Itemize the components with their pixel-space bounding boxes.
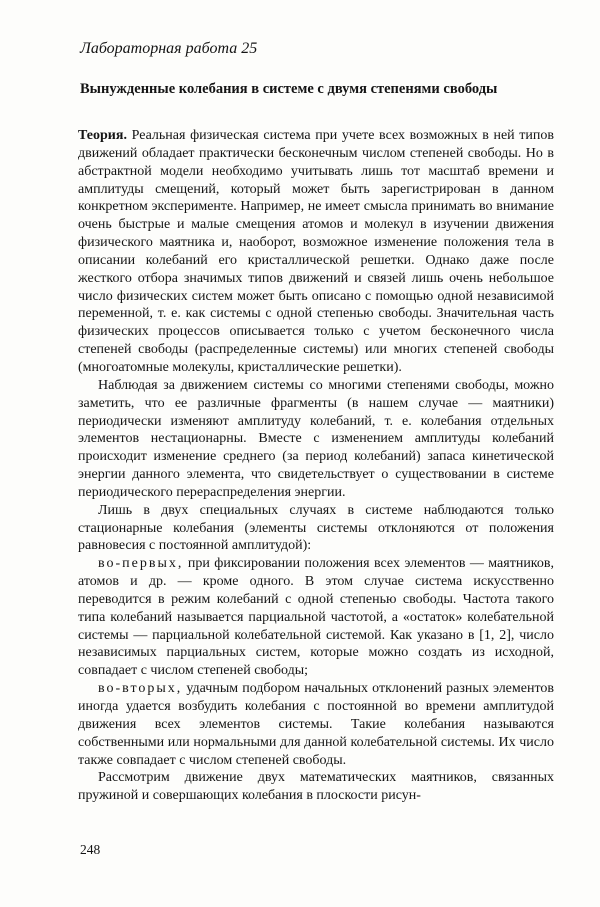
paragraph-4 (78, 555, 554, 680)
paragraph-6: Рассмотрим движение двух математических маятников, связанных пружиной и совершающих колебания в плоскости рисун- (78, 770, 554, 804)
theory-heading: Теория. (78, 128, 127, 143)
paragraph-1-text: Реальная физическая система при учете всех возможных в ней типов движений обладает практически бесконечным числом степеней свободы. Но в абстрактной модели необходимо учитывать лишь тот масштаб времени и амплитуды смещений, который может быть зарегистрирован в данном конкретном эксперименте. Например, не имеет смысла принимать во внимание очень быстрые и малые смещения атомов и молекул в изучении движения физического маятника и, наоборот, возможное изменение положения тела в описании колебаний его кристаллической решетки. Однако даже после жесткого отбора значимых типов движений и связей лишь очень небольшое число физических систем может быть описано с помощью одной независимой переменной, т. е. как системы с одной степенью свободы. Значительная часть физических процессов описывается только с учетом бесконечного числа степеней свободы (распределенные системы) или многих степеней свободы (многоатомные молекулы, кристаллические решетки). (78, 128, 554, 375)
second-case-lead: во-вторых, (98, 681, 183, 697)
paragraph-5 (78, 680, 554, 769)
paragraph-3: Лишь в двух специальных случаях в системе наблюдаются только стационарные колебания (элементы системы отклоняются от положения равновесия с постоянной амплитудой): (78, 502, 554, 554)
theory-section (78, 127, 554, 805)
paragraph-5-text: удачным подбором начальных отклонений разных элементов иногда удается возбудить колебания с постоянной во времени амплитудой движения всех элементов системы. Такие колебания называются собственными или нормальными для данной колебательной системы. Их число также совпадает с числом степеней свободы. (78, 681, 555, 768)
paragraph-2: Наблюдая за движением системы со многими степенями свободы, можно заметить, что ее различные фрагменты (в нашем случае — маятники) периодически изменяют амплитуду колебаний, т. е. колебания отдельных элементов нестационарны. Вместе с изменением амплитуды колебаний происходит изменение среднего (за период колебаний) запаса кинетической энергии данного элемента, что свидетельствует о существовании в системе периодического перераспределения энергии. (78, 377, 554, 500)
lab-work-label: Лабораторная работа 25 (80, 40, 258, 57)
paragraph-4-text: при фиксировании положения всех элементов — маятников, атомов и др. — кроме одного. В этом случае система искусственно переводится в режим колебаний с одной степенью свободы. Частота такого типа колебаний называется парциальной частотой, а «остаток» колебательной системы — парциальной колебательной системой. Как указано в [1, 2], число независимых парциальных систем, которые можно создать из исходной, совпадает с числом степеней свободы; (78, 556, 555, 679)
page-number: 248 (80, 842, 101, 857)
first-case-lead: во-первых, (98, 556, 184, 572)
paragraph-1 (78, 127, 554, 377)
work-title: Вынужденные колебания в системе с двумя степенями свободы (80, 81, 498, 97)
